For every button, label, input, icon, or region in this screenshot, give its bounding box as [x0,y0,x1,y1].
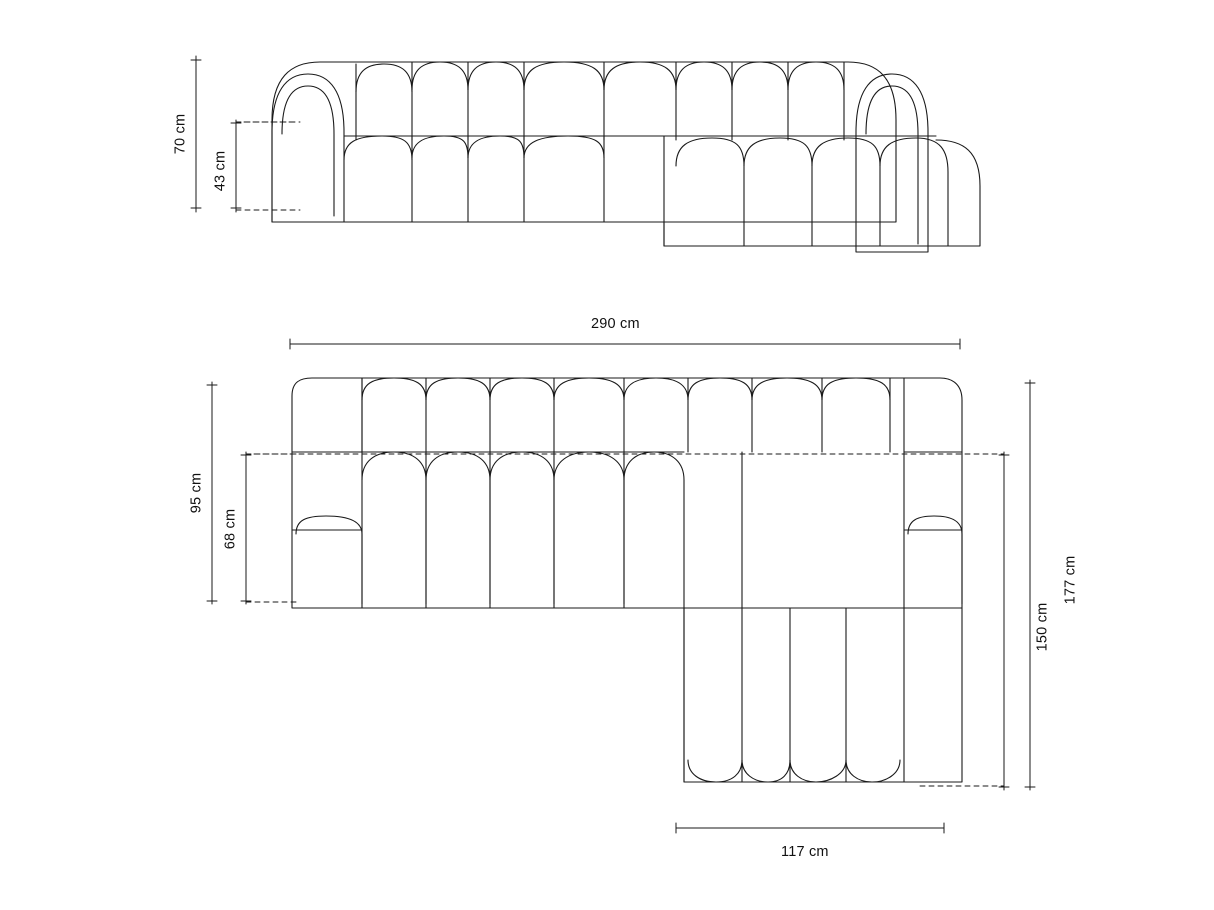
plan-back-cushion-top [362,378,426,400]
plan-back-cushion-top [426,378,490,400]
plan-seat-cushion [362,452,426,604]
front-back-cushion-top [732,62,788,90]
front-seat-cushion-top [468,136,524,158]
plan-right-arm-cushion [908,516,962,604]
dim-label-height-70: 70 cm [172,113,189,155]
front-left-arm [272,74,344,222]
front-seat-cushion-top [412,136,468,158]
dim-label-depth-95: 95 cm [188,472,205,514]
plan-seat-cushion [426,452,490,604]
front-back-cushion-top [676,62,732,90]
plan-back-cushion-top [554,378,624,400]
dim-label-width-290: 290 cm [591,316,640,332]
front-seat-cushion-top [524,136,604,158]
front-back-cushion-top [604,62,676,90]
front-back-cushion-top [412,62,468,90]
front-back-cushion-top [468,62,524,90]
view-top-plan [207,339,1035,833]
plan-back-cushion-top [688,378,752,400]
front-back-cushion-top [356,64,412,92]
plan-back-cushion-top [490,378,554,400]
plan-chaise-cushion-end [688,760,742,782]
front-chaise-cushion [880,138,948,246]
front-chaise-cushion [744,138,812,246]
dim-label-depth-177: 177 cm [1062,555,1079,605]
front-back-cushion-top [524,62,604,90]
plan-outer-outline [292,378,962,782]
front-chaise-outline [664,136,980,246]
dim-label-height-43: 43 cm [212,150,229,192]
plan-chaise-cushion-end [742,760,790,782]
view-front-elevation [191,56,980,252]
front-chaise-cushion [812,138,880,246]
plan-seat-cushion [624,452,684,604]
plan-left-arm-cushion [296,516,362,604]
front-right-arm-inner [866,86,918,244]
dim-label-depth-150: 150 cm [1034,602,1051,652]
plan-seat-cushion [490,452,554,604]
plan-back-cushion-top [822,378,890,400]
plan-back-cushion-top [624,378,688,400]
front-left-arm-inner [282,86,334,216]
dim-label-depth-68: 68 cm [222,508,239,550]
front-right-arm [856,74,928,252]
plan-chaise-cushion-end [846,760,900,782]
front-seat-cushion-top [344,136,412,160]
plan-seat-cushion [554,452,624,604]
front-back-cushion-top [788,62,844,90]
dim-label-width-117: 117 cm [781,844,829,860]
plan-chaise-cushion-end [790,760,846,782]
front-chaise-cushion [676,138,744,246]
plan-back-cushion-top [752,378,822,400]
